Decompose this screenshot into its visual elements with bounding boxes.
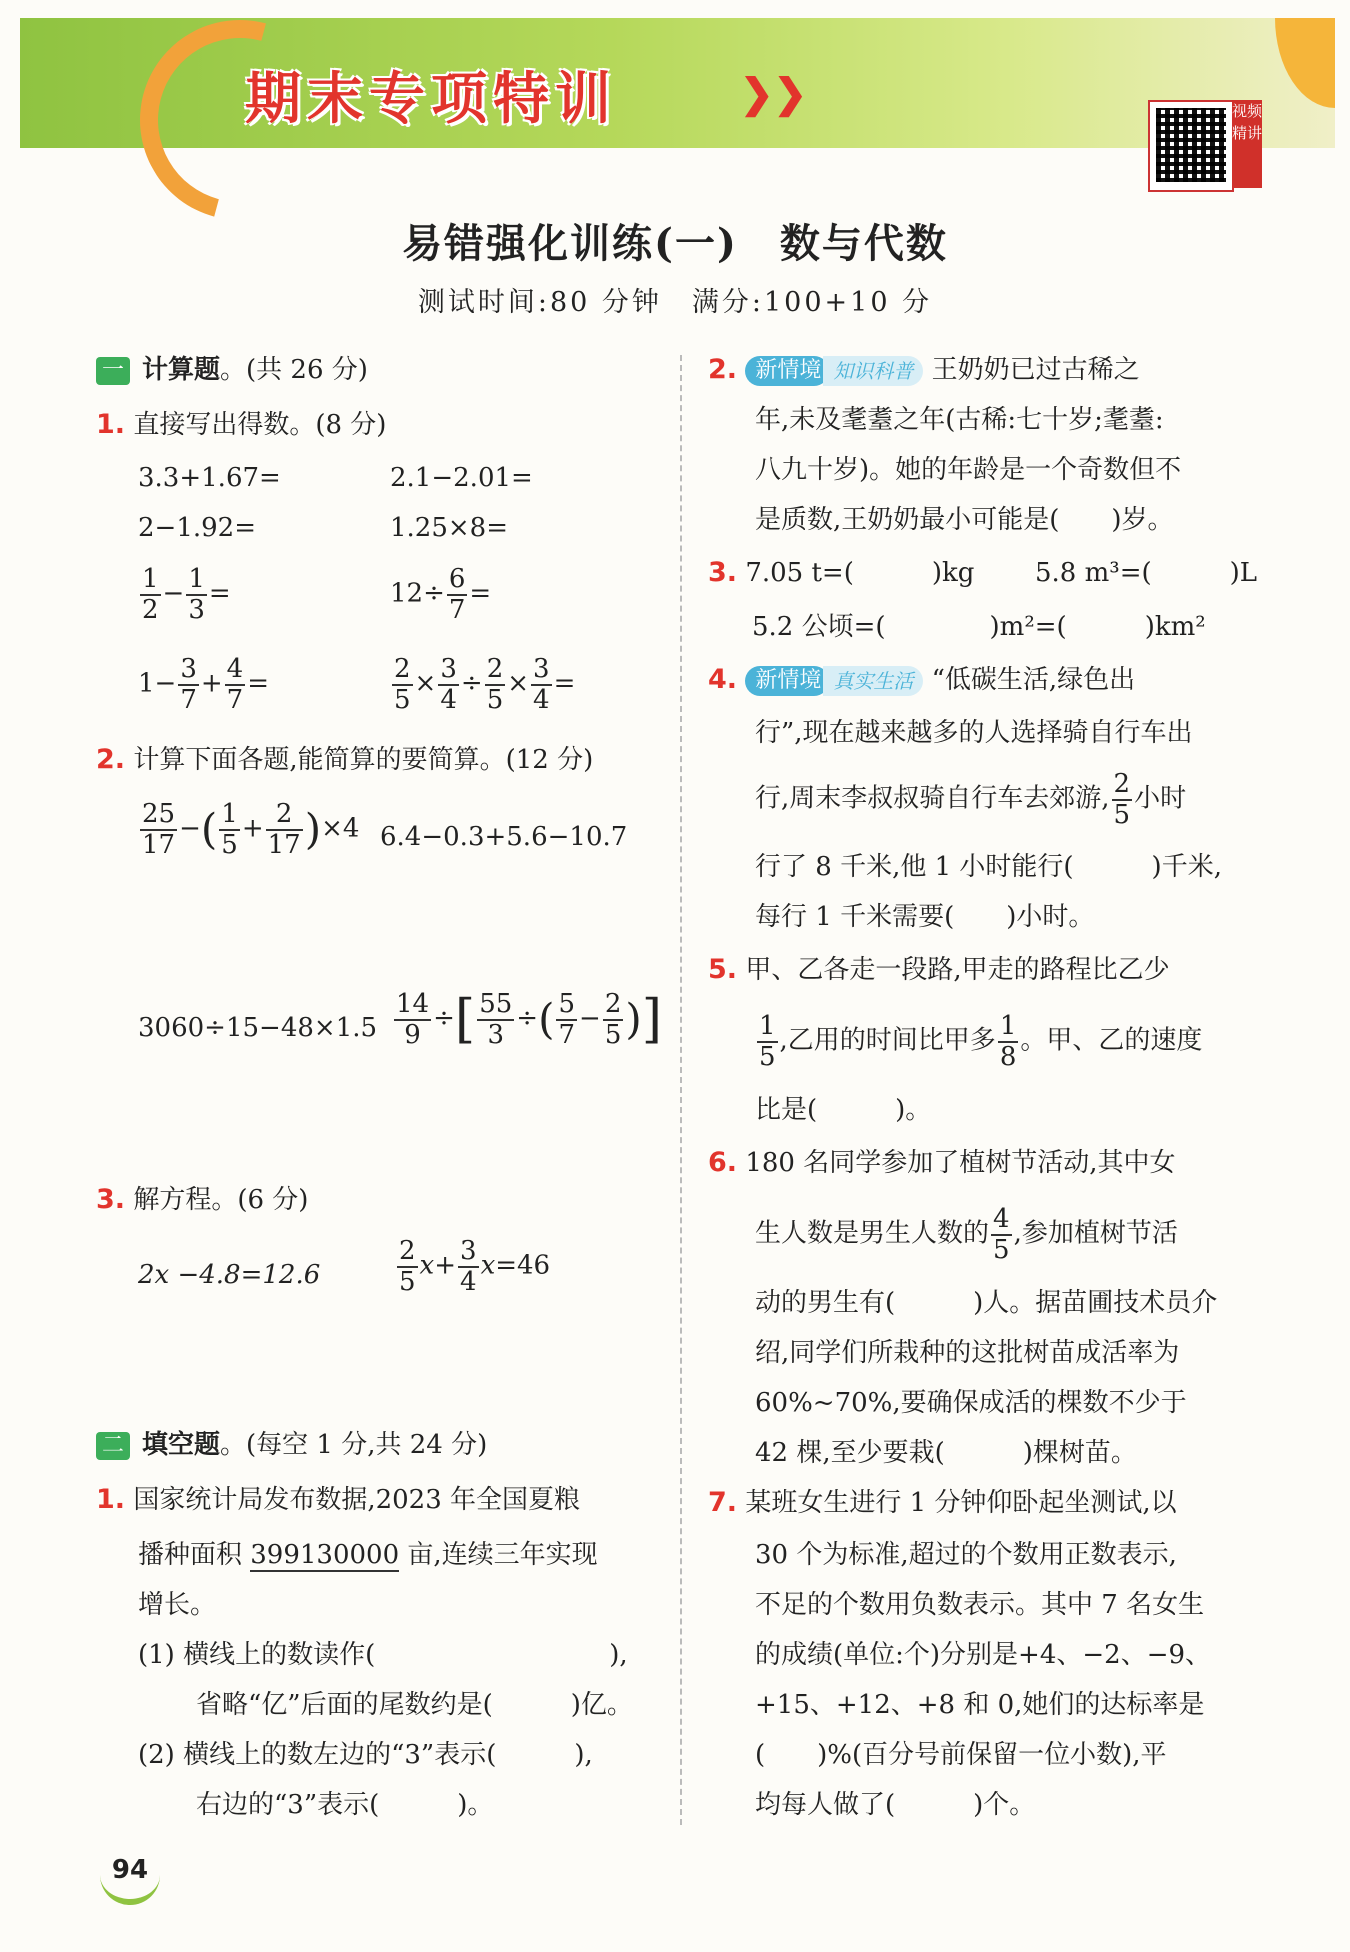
section-badge: 一	[96, 357, 130, 385]
question-text-line: 行了 8 千米,他 1 小时能行( )千米,	[755, 852, 1222, 882]
question-text-line: 每行 1 千米需要( )小时。	[755, 902, 1095, 932]
section-note: 。(每空 1 分,共 24 分)	[220, 1430, 488, 1460]
calc-item-fraction: $\frac{2}{5}$ × $\frac{3}{4}$ ÷ $\frac{2}{5}$ × $\frac{3}{4}$ =	[394, 654, 576, 715]
calc-item: 2−1.92=	[138, 513, 257, 543]
fill-question-4: 4. 新情境 真实生活 “低碳生活,绿色出	[708, 664, 1136, 695]
calc-item: 6.4−0.3+5.6−10.7	[380, 822, 628, 852]
question-text-line: 均每人做了( )个。	[755, 1790, 1036, 1820]
question-text-line: 增长。	[138, 1590, 217, 1620]
question-text-line: 42 棵,至少要栽( )棵树苗。	[755, 1438, 1137, 1468]
qr-code-icon[interactable]	[1148, 100, 1234, 192]
sub-question-1: (1) 横线上的数读作( ),	[138, 1640, 628, 1670]
question-number: 3.	[96, 1184, 126, 1215]
fill-question-6: 6. 180 名同学参加了植树节活动,其中女	[708, 1147, 1176, 1178]
section-2-heading	[96, 1420, 487, 1470]
fill-question-2: 2. 新情境 知识科普 王奶奶已过古稀之	[708, 354, 1140, 385]
topic-tag: 知识科普	[823, 356, 923, 386]
underlined-number: 399130000	[250, 1540, 400, 1570]
section-badge: 二	[96, 1432, 130, 1460]
question-1	[96, 400, 386, 450]
question-text-line: 绍,同学们所栽种的这批树苗成活率为	[755, 1338, 1180, 1368]
question-text-line: 5.2 公顷=( )m²=( )km²	[752, 612, 1206, 642]
question-text-line: 60%~70%,要确保成活的棵数不少于	[755, 1388, 1187, 1418]
banner-corner-decoration	[1275, 18, 1335, 108]
question-text-line-fraction: 生人数是男生人数的 $\frac{4}{5}$ ,参加植树节活	[755, 1204, 1178, 1265]
calc-item: 3060÷15−48×1.5	[138, 1013, 378, 1043]
question-number: 1.	[96, 1484, 126, 1515]
question-text-line: 不足的个数用负数表示。其中 7 名女生	[755, 1590, 1205, 1620]
question-text: 计算下面各题,能简算的要简算。(12 分)	[133, 745, 594, 775]
question-number: 6.	[708, 1147, 738, 1178]
question-number: 2.	[96, 744, 126, 775]
question-text-line-fraction: 行,周末李叔叔骑自行车去郊游, $\frac{2}{5}$ 小时	[755, 769, 1187, 830]
fill-question-7: 7. 某班女生进行 1 分钟仰卧起坐测试,以	[708, 1487, 1177, 1518]
new-context-tag: 新情境	[745, 356, 829, 386]
qr-label: 视频精讲	[1232, 100, 1262, 188]
section-1-heading	[96, 345, 368, 395]
sub-question-2: (2) 横线上的数左边的“3”表示( ),	[138, 1740, 593, 1770]
calc-item-fraction: $\frac{1}{2}$ − $\frac{1}{3}$ =	[142, 564, 231, 625]
question-text-line: 的成绩(单位:个)分别是+4、−2、−9、	[755, 1640, 1212, 1670]
question-2	[96, 735, 593, 785]
calc-item-fraction: 12÷ $\frac{6}{7}$ =	[390, 564, 492, 625]
calc-item: 3.3+1.67=	[138, 463, 281, 493]
question-text-line: 动的男生有( )人。据苗圃技术员介	[755, 1288, 1218, 1318]
calc-item-fraction: 1− $\frac{3}{7}$ + $\frac{4}{7}$ =	[138, 654, 270, 715]
calc-item-fraction: $\frac{14}{9}$ ÷[ $\frac{55}{3}$ ÷( $\frac{5}{7}$ − $\frac{2}{5}$ )]	[396, 989, 663, 1050]
question-text-line: 30 个为标准,超过的个数用正数表示,	[755, 1540, 1177, 1570]
section-note: 。(共 26 分)	[220, 355, 368, 385]
question-number: 3.	[708, 557, 738, 588]
topic-tag: 真实生活	[823, 666, 923, 696]
question-number: 1.	[96, 409, 126, 440]
section-title: 填空题	[142, 1430, 221, 1460]
question-text: 国家统计局发布数据,2023 年全国夏粮	[133, 1485, 581, 1515]
column-divider	[680, 355, 682, 1825]
new-context-tag: 新情境	[745, 666, 829, 696]
question-number: 4.	[708, 664, 738, 695]
question-3	[96, 1175, 308, 1225]
fill-question-3: 3. 7.05 t=( )kg	[708, 557, 975, 588]
fill-question-5: 5. 甲、乙各走一段路,甲走的路程比乙少	[708, 954, 1170, 985]
question-text-line: 播种面积 399130000 亩,连续三年实现	[138, 1540, 598, 1570]
sub-question-2-line-2: 右边的“3”表示( )。	[196, 1790, 494, 1820]
page-title: 易错强化训练(一) 数与代数	[402, 220, 948, 267]
question-text-line: ( )%(百分号前保留一位小数),平	[755, 1740, 1167, 1770]
question-text-line: 行”,现在越来越多的人选择骑自行车出	[755, 718, 1193, 748]
banner-arrow-icon: ❯❯	[740, 70, 808, 117]
question-text-line: 八九十岁)。她的年龄是一个奇数但不	[755, 455, 1182, 485]
page-subtitle: 测试时间:80 分钟 满分:100+10 分	[417, 287, 933, 318]
question-text-line: 5.8 m³=( )L	[1035, 558, 1258, 588]
equation-item-fraction: $\frac{2}{5}$ x+ $\frac{3}{4}$ x=46	[399, 1236, 551, 1297]
page-number: 94	[100, 1845, 160, 1905]
question-text-line: +15、+12、+8 和 0,她们的达标率是	[755, 1690, 1205, 1720]
question-text-line: 是质数,王奶奶最小可能是( )岁。	[755, 505, 1174, 535]
calc-item: 1.25×8=	[390, 513, 509, 543]
sub-question-1-line-2: 省略“亿”后面的尾数约是( )亿。	[196, 1690, 633, 1720]
equation-item: 2x −4.8=12.6	[138, 1260, 321, 1290]
calc-item: 2.1−2.01=	[390, 463, 533, 493]
question-number: 5.	[708, 954, 738, 985]
question-text: 解方程。(6 分)	[133, 1185, 309, 1215]
question-text: 直接写出得数。(8 分)	[133, 410, 387, 440]
banner-title: 期末专项特训	[245, 67, 617, 132]
question-text-line: 比是( )。	[755, 1095, 932, 1125]
question-text-line: 年,未及耄耋之年(古稀:七十岁;耄耋:	[755, 405, 1164, 435]
calc-item-fraction: $\frac{25}{17}$ −( $\frac{1}{5}$ + $\frac{2}{17}$ )×4	[142, 799, 360, 860]
question-text-line-fraction: $\frac{1}{5}$ ,乙用的时间比甲多 $\frac{1}{8}$ 。甲、乙的速度	[759, 1011, 1203, 1072]
question-number: 7.	[708, 1487, 738, 1518]
section-title: 计算题	[142, 355, 221, 385]
fill-question-1	[96, 1475, 580, 1525]
question-number: 2.	[708, 354, 738, 385]
